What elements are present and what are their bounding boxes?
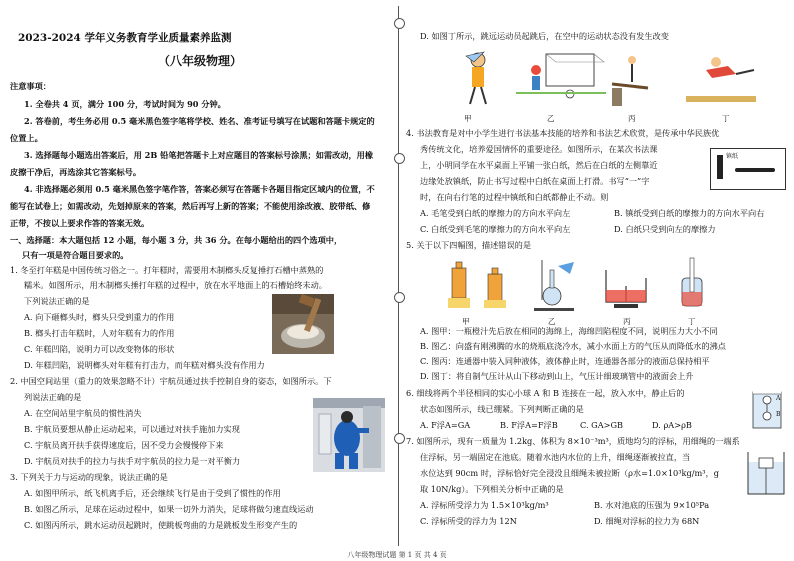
q7-stem-4: 取 10N/kg）。下列相关分析中正确的是 — [420, 484, 564, 494]
q3-option-d: D. 如图丁所示，跳远运动员起跳后，在空中的运动状态没有发生改变 — [420, 31, 669, 41]
q3-option-a: A. 如图甲所示，纸飞机离手后，还会继续飞行是由于受到了惯性的作用 — [24, 488, 281, 498]
q5-figures — [446, 256, 746, 316]
q4-stem-4: 边缘处放镇纸，防止书写过程中白纸在桌面上打滑。书写“一”字 — [420, 176, 650, 186]
q5-option-c: C. 图丙：连通器中装入同种液体，液体静止时，连通器各部分的液面总保持相平 — [420, 356, 710, 366]
q6-option-c: C. GA>GB — [580, 420, 624, 430]
q5-label-ding: 丁 — [688, 317, 696, 326]
q3-option-c: C. 如图丙所示，跳水运动员起跳时，使跳板弯曲的力是跳板发生形变产生的 — [24, 520, 298, 530]
q7-option-b: B. 水对池底的压强为 9×10⁵Pa — [594, 500, 710, 510]
q7-stem-2: 住浮标，另一端固定在池底。随着水池内水位的上升，细绳逐渐被拉直，当 — [420, 452, 691, 462]
q3-label-ding: 丁 — [722, 114, 730, 123]
q4-option-a: A. 毛笔受到白纸的摩擦力的方向水平向左 — [420, 208, 571, 218]
binding-hole — [394, 18, 405, 29]
q2-option-d: D. 宇航员对扶手的拉力与扶手对宇航员的拉力是一对平衡力 — [24, 456, 241, 466]
q7-option-d: D. 细绳对浮标的拉力为 68N — [594, 516, 700, 526]
q6-ball-b-label: B — [776, 411, 781, 418]
q6-option-d: D. ρA>ρB — [652, 420, 692, 430]
q1-option-b: B. 榔头打击年糕时，人对年糕有力的作用 — [24, 328, 175, 338]
note-3a: 3. 选择题每小题选出答案后，用 2B 铅笔把答题卡上对应题目的答案标号涂黑；如需改动，用橡 — [24, 150, 374, 160]
exam-title: 2023-2024 学年义务教育学业质量素养监测 — [18, 32, 232, 44]
q1-option-c: C. 年糕凹陷，说明力可以改变物体的形状 — [24, 344, 175, 354]
q6-option-a: A. F浮A=GA — [420, 420, 471, 430]
notes-heading: 注意事项： — [10, 81, 51, 91]
q6-stem-2: 状态如图所示，线已绷紧。下列判断正确的是 — [420, 404, 584, 414]
q7-buoy-figure — [746, 448, 786, 496]
q2-option-b: B. 宇航员要想从静止运动起来，可以通过对扶手施加力实现 — [24, 424, 240, 434]
exam-subtitle: （八年级物理） — [158, 54, 243, 68]
q4-stem-1: 4. 书法教育是对中小学生进行书法基本技能的培养和书法艺术欣赏，是传承中华民族优 — [406, 128, 720, 138]
binding-hole — [394, 433, 405, 444]
q2-option-a: A. 在空间站里宇航员的惯性消失 — [24, 408, 142, 418]
page-footer: 八年级物理试题 第 1 页 共 4 页 — [347, 551, 447, 559]
q4-stem-5: 时，在向右行笔的过程中镇纸和白纸都静止不动。则 — [420, 192, 609, 202]
binding-hole — [394, 292, 405, 303]
q7-stem-3: 水位达到 90cm 时，浮标恰好完全浸没且细绳未被拉断（ρ水=1.0×10³kg/m³，g — [420, 468, 719, 478]
column-divider — [398, 6, 399, 546]
note-4c: 正带，不按以上要求作答的答案无效。 — [10, 218, 150, 228]
q1-stem-2: 糯米。如图所示，用木制榔头捶打年糕的过程中，放在水平地面上的石槽始终未动。 — [24, 280, 327, 290]
q1-stem-3: 下列说法正确的是 — [24, 296, 90, 306]
q1-option-d: D. 年糕凹陷，说明榔头对年糕有打击力，而年糕对榔头没有作用力 — [24, 360, 265, 370]
q5-stem: 5. 关于以下四幅图，描述错误的是 — [406, 240, 532, 250]
q5-label-yi: 乙 — [548, 317, 556, 326]
paperweight-shape — [717, 155, 723, 179]
q2-astronaut-photo — [313, 398, 385, 472]
q2-stem-1: 2. 中国空间站里（重力的效果忽略不计）宇航员通过扶手控制自身的姿态，如图所示。下 — [10, 376, 332, 386]
q2-stem-2: 列说法正确的是 — [24, 392, 82, 402]
q3-label-yi: 乙 — [547, 114, 555, 123]
note-3b: 皮擦干净后，再选涂其它答案标号。 — [10, 167, 142, 177]
section1-heading-2: 只有一项是符合题目要求的。 — [22, 250, 129, 260]
note-4b: 能写在试卷上；如需改动，先划掉原来的答案，然后再写上新的答案；不能使用涂改液、胶带纸、修 — [10, 201, 371, 211]
note-2b: 位置上。 — [10, 133, 43, 143]
brush-stroke — [735, 168, 775, 172]
q1-option-a: A. 向下砸榔头时，榔头只受到重力的作用 — [24, 312, 175, 322]
q3-option-b: B. 如图乙所示，足球在运动过程中，如果一切外力消失，足球将做匀速直线运动 — [24, 504, 314, 514]
q5-option-d: D. 图丁：将自制气压计从山下移动到山上，气压计细玻璃管中的液面会上升 — [420, 371, 694, 381]
q4-option-b: B. 镇纸受到白纸的摩擦力的方向水平向右 — [614, 208, 765, 218]
q7-option-c: C. 浮标所受的浮力为 12N — [420, 516, 517, 526]
q4-stem-2: 秀传统文化，培养爱国情怀的重要途径。如图所示，在某次书法课 — [420, 144, 658, 154]
q3-figures — [436, 48, 766, 110]
q5-label-jia: 甲 — [462, 317, 470, 326]
q3-label-jia: 甲 — [464, 114, 472, 123]
q6-stem-1: 6. 细线将两个半径相同的实心小球 A 和 B 连接在一起，放入水中，静止后的 — [406, 388, 685, 398]
q4-option-d: D. 白纸只受到向左的摩擦力 — [614, 224, 716, 234]
q4-option-c: C. 白纸受到毛笔的摩擦力的方向水平向左 — [420, 224, 571, 234]
q1-stem-1: 1. 冬至打年糕是中国传统习俗之一。打年糕时，需要用木制榔头反复捶打石槽中蒸熟的 — [10, 265, 324, 275]
q4-calligraphy-figure — [710, 148, 786, 190]
q7-option-a: A. 浮标所受浮力为 1.5×10³kg/m³ — [420, 500, 549, 510]
note-2a: 2. 答卷前，考生务必用 0.5 毫米黑色签字笔将学校、姓名、准考证号填写在试题和答题卡规定的 — [24, 116, 375, 126]
section1-heading: 一、选择题：本大题包括 12 小题，每小题 3 分，共 36 分。在每小题给出的四个选项中， — [10, 235, 343, 245]
q1-rice-cake-photo — [272, 294, 334, 354]
q7-stem-1: 7. 如图所示，现有一质量为 1.2kg、体积为 8×10⁻³m³，质地均匀的浮标，用细绳的一端系 — [406, 436, 740, 446]
q4-stem-3: 上，小明同学在水平桌面上平铺一张白纸，然后在白纸的左侧靠近 — [420, 160, 658, 170]
note-4a: 4. 非选择题必须用 0.5 毫米黑色签字笔作答，答案必须写在答题卡各题目指定区域内的位置，不 — [24, 184, 375, 194]
q3-label-bing: 丙 — [628, 114, 636, 123]
q6-ball-a-label: A — [776, 395, 781, 402]
q5-option-a: A. 图甲：一瓶橙汁先后放在相同的海绵上，海绵凹陷程度不同，说明压力大小不同 — [420, 326, 718, 336]
binding-hole — [394, 153, 405, 164]
q4-paperweight-label: 镇纸 — [726, 153, 739, 160]
q5-label-bing: 丙 — [623, 317, 631, 326]
q3-stem: 3. 下列关于力与运动的现象，说法正确的是 — [10, 472, 168, 482]
q5-option-b: B. 图乙：向盛有刚沸腾的水的烧瓶底浇冷水，减小水面上方的气压从而降低水的沸点 — [420, 341, 726, 351]
q2-option-c: C. 宇航员离开扶手获得速度后，因不受力会慢慢停下来 — [24, 440, 224, 450]
q6-option-b: B. F浮A=F浮B — [500, 420, 558, 430]
note-1: 1. 全卷共 4 页，满分 100 分，考试时间为 90 分钟。 — [24, 99, 226, 109]
